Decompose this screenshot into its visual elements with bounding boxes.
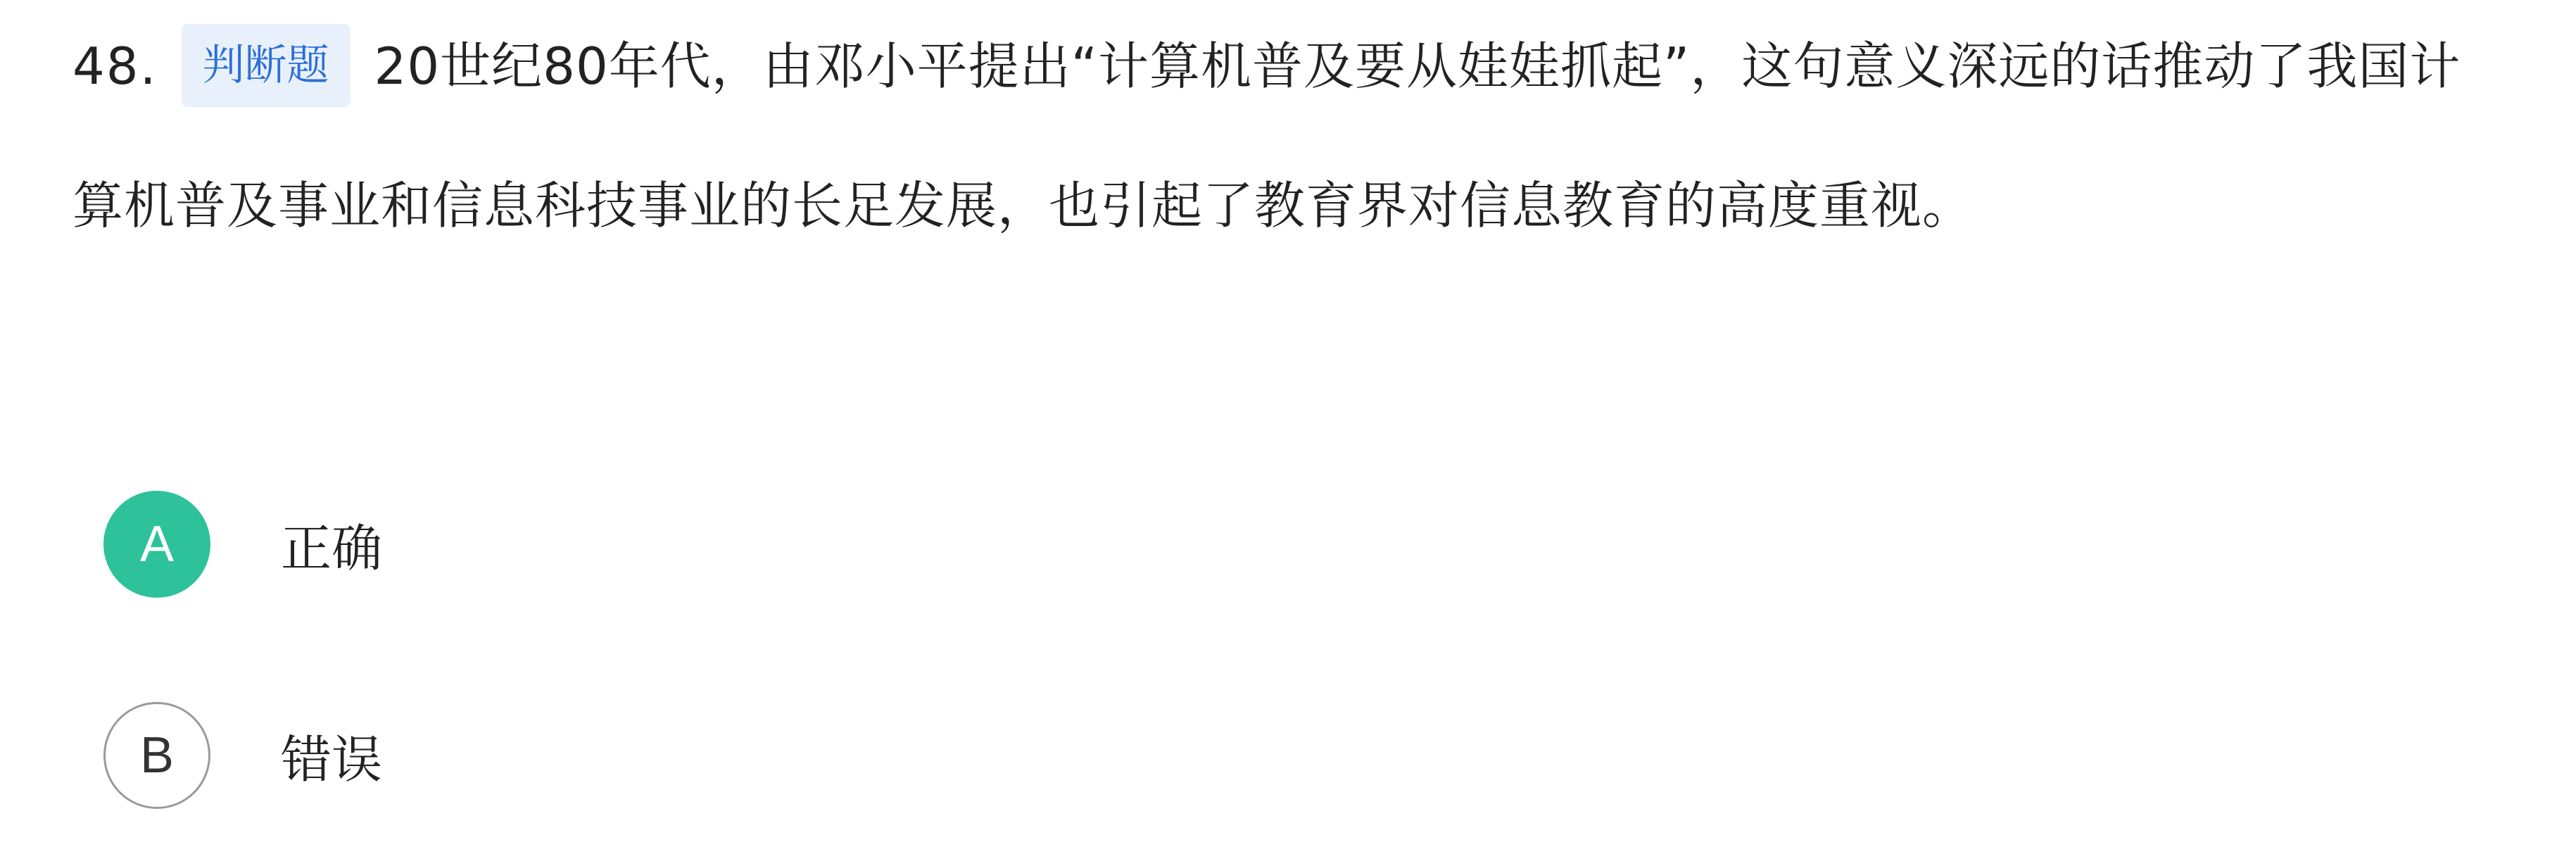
- question-type-badge: 判断题: [182, 24, 351, 107]
- option-a[interactable]: [103, 488, 382, 601]
- question-number: 48.: [72, 37, 158, 96]
- option-b-badge[interactable]: B: [103, 702, 210, 809]
- option-a-badge[interactable]: A: [103, 491, 210, 598]
- option-a-label[interactable]: 正确: [281, 519, 383, 578]
- question-block: [72, 0, 2508, 275]
- option-b[interactable]: [103, 699, 382, 812]
- option-b-label[interactable]: 错误: [281, 730, 383, 789]
- question-text: 20世纪80年代，由邓小平提出“计算机普及要从娃娃抓起”，这句意义深远的话推动了我国计算机普及事业和信息科技事业的长足发展，也引起了教育界对信息教育的高度重视。: [72, 37, 2461, 235]
